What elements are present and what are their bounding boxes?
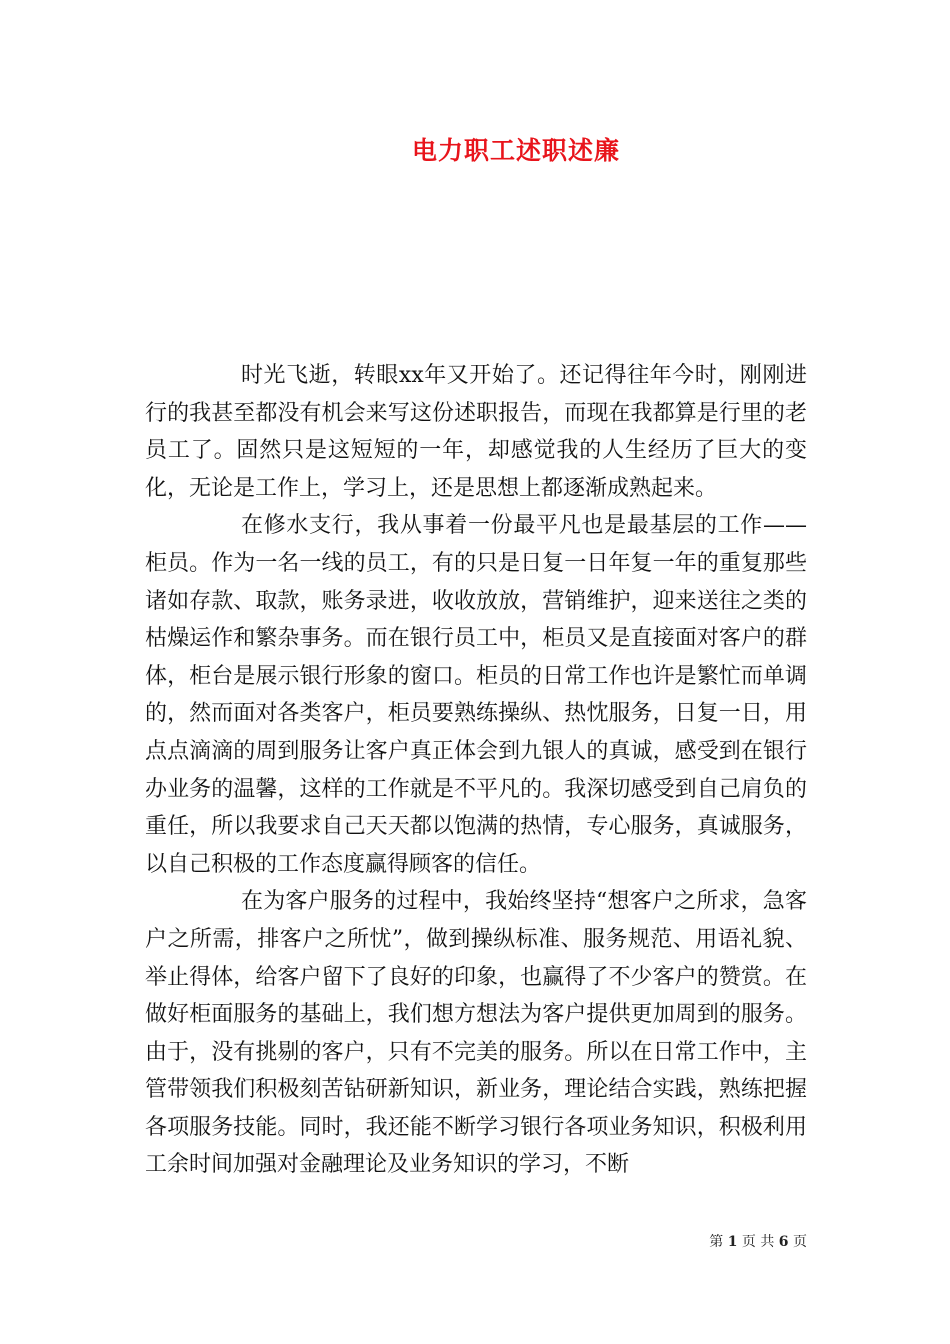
current-page-number: 1 (727, 1234, 738, 1250)
footer-prefix: 第 (709, 1234, 724, 1250)
page-number-footer (709, 1232, 807, 1252)
paragraph: 时光飞逝，转眼xx年又开始了。还记得往年今时，刚刚进行的我甚至都没有机会来写这份述职报告，而现在我都算是行里的老员工了。固然只是这短短的一年，却感觉我的人生经历了巨大的变化，无论是工作上，学习上，还是思想上都逐渐成熟起来。 (145, 363, 807, 501)
footer-suffix: 页 (793, 1234, 807, 1250)
total-pages-number: 6 (778, 1234, 789, 1250)
document-body (145, 357, 807, 1184)
document-title: 电力职工述职述廉 (411, 136, 620, 165)
paragraph: 在为客户服务的过程中，我始终坚持“想客户之所求，急客户之所需，排客户之所忧”，做到操纵标准、服务规范、用语礼貌、举止得体，给客户留下了良好的印象，也赢得了不少客户的赞赏。在做好柜面服务的基础上，我们想方想法为客户提供更加周到的服务。由于，没有挑剔的客户，只有不完美的服务。所以在日常工作中，主管带领我们积极刻苦钻研新知识，新业务，理论结合实践，熟练把握各项服务技能。同时，我还能不断学习银行各项业务知识，积极利用工余时间加强对金融理论及业务知识的学习，不断 (145, 889, 807, 1178)
footer-middle: 页 共 (741, 1234, 775, 1250)
paragraph: 在修水支行，我从事着一份最平凡也是最基层的工作——柜员。作为一名一线的员工，有的只是日复一日年复一年的重复那些诸如存款、取款，账务录进，收收放放，营销维护，迎来送往之类的枯燥运作和繁杂事务。而在银行员工中，柜员又是直接面对客户的群体，柜台是展示银行形象的窗口。柜员的日常工作也许是繁忙而单调的，然而面对各类客户，柜员要熟练操纵、热忱服务，日复一日，用点点滴滴的周到服务让客户真正体会到九银人的真诚，感受到在银行办业务的温馨，这样的工作就是不平凡的。我深切感受到自己肩负的重任，所以我要求自己天天都以饱满的热情，专心服务，真诚服务，以自己积极的工作态度赢得顾客的信任。 (145, 513, 807, 877)
